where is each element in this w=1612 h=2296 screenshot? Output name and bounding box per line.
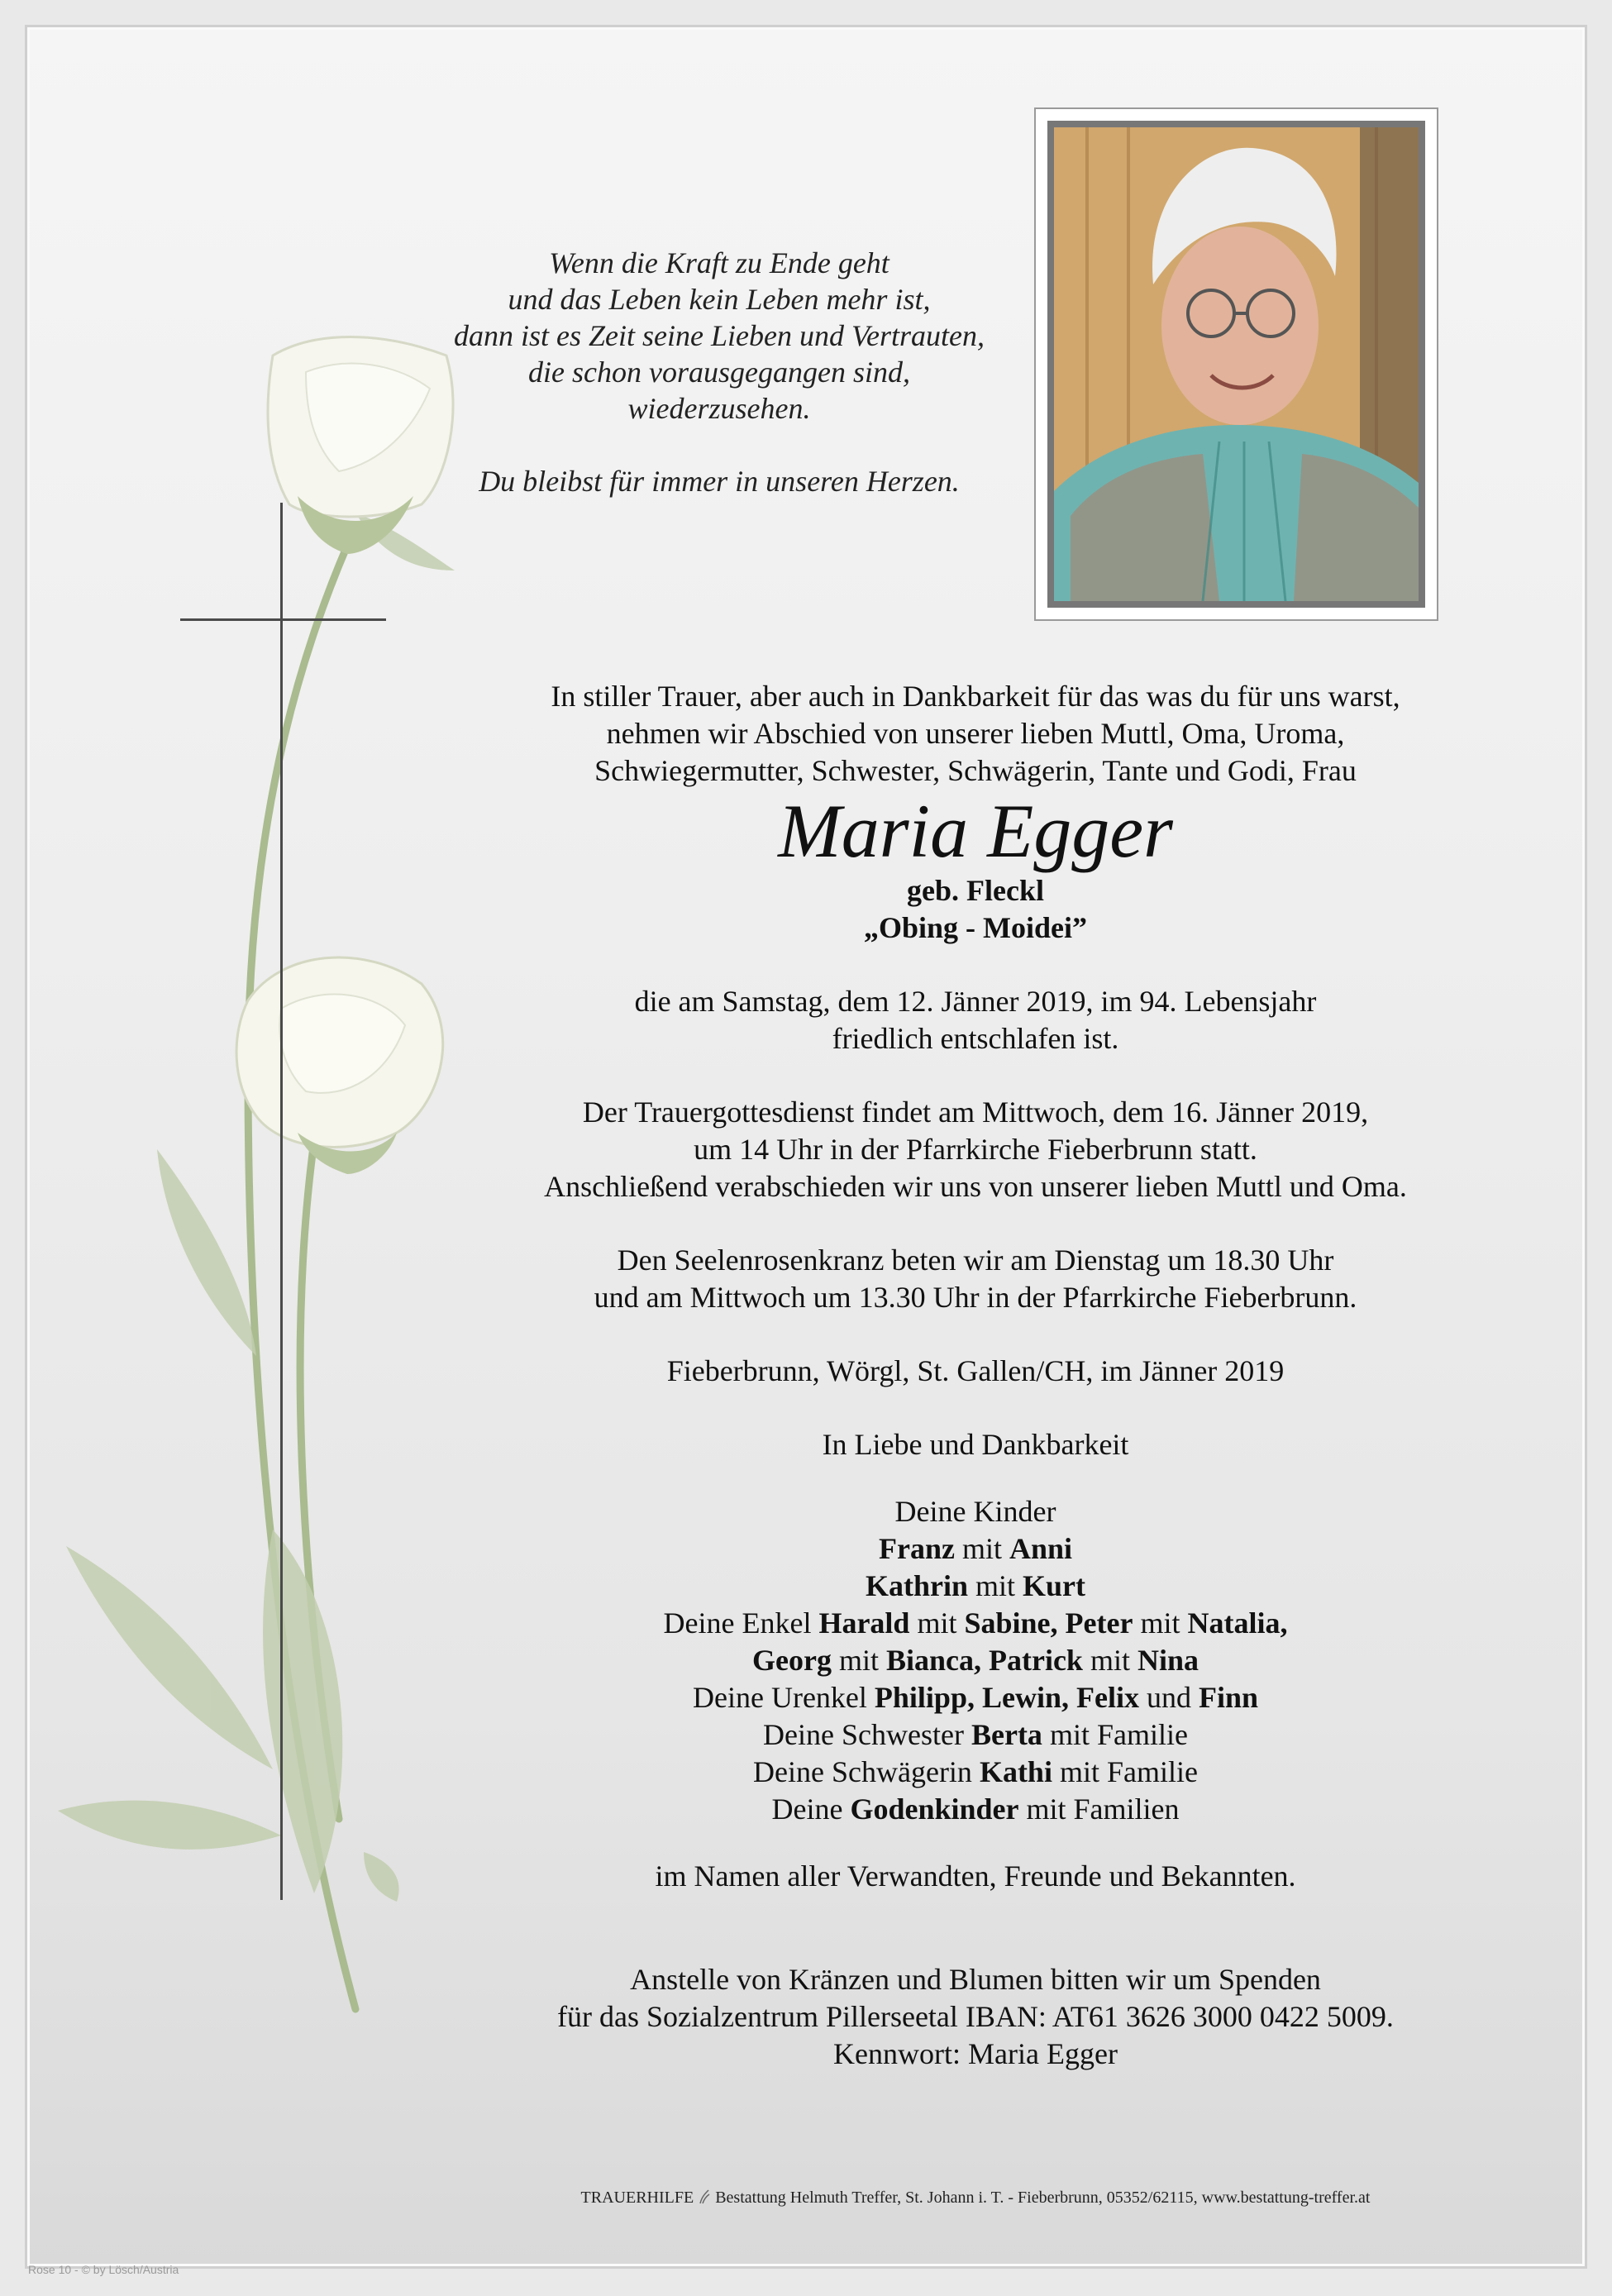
great-grandchildren-row: Deine Urenkel Philipp, Lewin, Felix und Finn bbox=[693, 1681, 1258, 1714]
donation-line: Kennwort: Maria Egger bbox=[833, 2037, 1118, 2070]
intro-line: nehmen wir Abschied von unserer lieben Muttl, Oma, Uroma, bbox=[606, 717, 1345, 750]
trauerhilfe-logo-icon bbox=[698, 2189, 711, 2205]
quote-line: und das Leben kein Leben mehr ist, bbox=[508, 283, 931, 316]
children-row: Kathrin mit Kurt bbox=[865, 1569, 1086, 1602]
quote-closing: Du bleibst für immer in unseren Herzen. bbox=[479, 465, 960, 498]
quote-line: wiederzusehen. bbox=[627, 392, 811, 425]
quote-line: dann ist es Zeit seine Lieben und Vertrauten, bbox=[454, 319, 985, 352]
godchildren-row: Deine Godenkinder mit Familien bbox=[771, 1792, 1180, 1826]
donation-line: Anstelle von Kränzen und Blumen bitten wir um Spenden bbox=[630, 1963, 1321, 1996]
sister-row: Deine Schwester Berta mit Familie bbox=[763, 1718, 1188, 1751]
relatives-line: im Namen aller Verwandten, Freunde und Bekannten. bbox=[655, 1859, 1296, 1893]
service-line: Anschließend verabschieden wir uns von unserer lieben Muttl und Oma. bbox=[544, 1170, 1407, 1203]
portrait-frame bbox=[1034, 107, 1438, 621]
cross-vertical-bar bbox=[280, 503, 283, 1900]
rosary-line: und am Mittwoch um 13.30 Uhr in der Pfarrkirche Fieberbrunn. bbox=[594, 1281, 1357, 1314]
portrait-photo-border bbox=[1047, 121, 1425, 608]
children-row: Franz mit Anni bbox=[878, 1532, 1073, 1565]
service-line: Der Trauergottesdienst findet am Mittwoch, dem 16. Jänner 2019, bbox=[582, 1095, 1369, 1129]
footer-brand: TRAUERHILFE bbox=[580, 2189, 694, 2207]
intro-line: In stiller Trauer, aber auch in Dankbarkeit für das was du für uns warst, bbox=[551, 680, 1400, 713]
grandchildren-row: Georg mit Bianca, Patrick mit Nina bbox=[751, 1644, 1199, 1677]
intro-line: Schwiegermutter, Schwester, Schwägerin, Tante und Godi, Frau bbox=[594, 754, 1357, 787]
memorial-quote bbox=[397, 245, 1042, 499]
portrait-photo bbox=[1054, 127, 1419, 601]
funeral-home-footer bbox=[463, 2189, 1488, 2208]
grandchildren-row: Deine Enkel Harald mit Sabine, Peter mit Natalia, bbox=[663, 1606, 1288, 1640]
obituary-body bbox=[463, 678, 1488, 2073]
deceased-name: Maria Egger bbox=[778, 789, 1173, 873]
design-copyright: Rose 10 - © by Lösch/Austria bbox=[28, 2263, 179, 2276]
sister-in-law-row: Deine Schwägerin Kathi mit Familie bbox=[753, 1755, 1198, 1788]
love-line: In Liebe und Dankbarkeit bbox=[822, 1428, 1129, 1461]
birth-name: geb. Fleckl bbox=[907, 874, 1044, 907]
rosary-line: Den Seelenrosenkranz beten wir am Dienstag um 18.30 Uhr bbox=[617, 1243, 1334, 1277]
donation-line: für das Sozialzentrum Pillerseetal IBAN: AT61 3626 3000 0422 5009. bbox=[557, 2000, 1394, 2033]
quote-line: Wenn die Kraft zu Ende geht bbox=[549, 246, 889, 279]
service-line: um 14 Uhr in der Pfarrkirche Fieberbrunn statt. bbox=[694, 1133, 1257, 1166]
death-line: die am Samstag, dem 12. Jänner 2019, im 94. Lebensjahr bbox=[634, 985, 1317, 1018]
death-line: friedlich entschlafen ist. bbox=[832, 1022, 1119, 1055]
place-date: Fieberbrunn, Wörgl, St. Gallen/CH, im Jänner 2019 bbox=[666, 1354, 1285, 1387]
footer-text: Bestattung Helmuth Treffer, St. Johann i. T. - Fieberbrunn, 05352/62115, www.bestattung-treffer.at bbox=[715, 2189, 1371, 2207]
children-label: Deine Kinder bbox=[894, 1495, 1056, 1528]
nickname: „Obing - Moidei” bbox=[863, 911, 1088, 944]
cross-horizontal-bar bbox=[180, 618, 386, 621]
rose-bottom bbox=[236, 957, 443, 1174]
quote-line: die schon vorausgegangen sind, bbox=[528, 356, 910, 389]
rose-leaves bbox=[58, 513, 455, 1902]
